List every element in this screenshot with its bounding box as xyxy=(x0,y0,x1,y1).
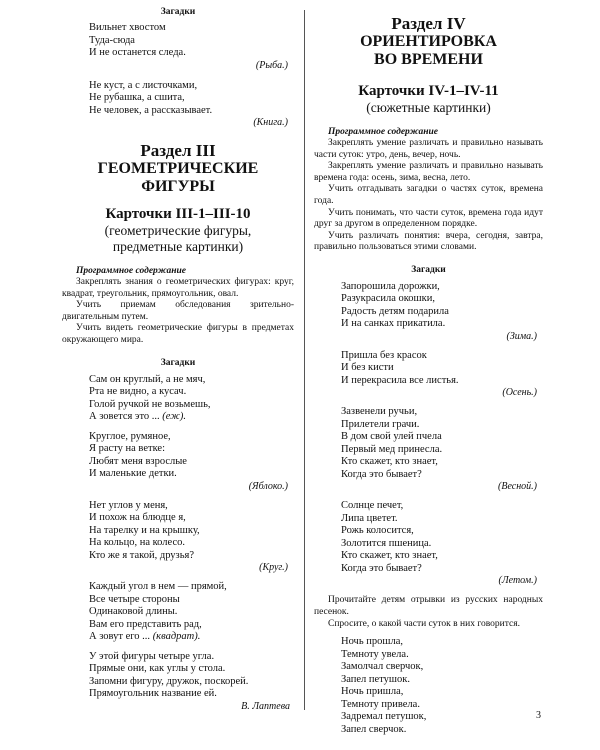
program-paragraph: Учить видеть геометрические фигуры в предметах окружающего мира. xyxy=(62,323,294,345)
verse-line: Солнце печет, xyxy=(341,500,404,512)
closing-paragraph: Прочитайте детям отрывки из русских народных песенок. xyxy=(314,595,543,618)
verse-line: Липа цветет. xyxy=(341,512,398,524)
section-name: ВО ВРЕМЕНИ xyxy=(374,51,483,68)
program-heading: Программное содержание xyxy=(76,266,187,276)
verse-line: Каждый угол в нем — прямой, xyxy=(89,581,227,593)
riddle-answer: (Рыба.) xyxy=(255,59,288,71)
verse-line: Не куст, а с листочками, xyxy=(89,79,198,91)
riddle-answer: (Круг.) xyxy=(259,562,288,574)
program-paragraph: Закреплять умение различать и правильно называть времена года: осень, зима, весна, лето. xyxy=(314,161,543,183)
cards-title: Карточки IV-1–IV-11 xyxy=(358,83,499,99)
closing-block xyxy=(314,595,543,736)
verse-line: Нет углов у меня, xyxy=(89,499,168,511)
verse-line: И не останется следа. xyxy=(89,47,186,58)
program-paragraph: Учить различать понятия: вчера, сегодня, завтра, правильно пользоваться этими словами. xyxy=(314,230,543,253)
verse-line: Одинаковой длины. xyxy=(89,606,178,618)
verse-line: Прилетели грачи. xyxy=(341,418,420,430)
verse-line: Любят меня взрослые xyxy=(89,455,187,467)
verse-line: И похож на блюдце я, xyxy=(89,512,186,524)
verse-line: Первый мед принесла. xyxy=(341,443,443,455)
section-title: Раздел IV xyxy=(391,14,466,33)
riddle-verse xyxy=(62,80,294,130)
verse-line: Пришла без красок xyxy=(341,349,427,361)
verse-line: Я расту на ветке: xyxy=(89,443,165,455)
section-name: ФИГУРЫ xyxy=(141,178,215,195)
verse-line: Ночь прошла, xyxy=(341,636,403,648)
riddle-verse xyxy=(314,281,543,343)
verse-line: Не рубашка, а сшита, xyxy=(89,92,185,103)
verse-line: И маленькие детки. xyxy=(89,468,177,480)
verse-line: И перекрасила все листья. xyxy=(341,374,459,386)
section-header xyxy=(62,141,294,196)
verse-line: Туда-сюда xyxy=(89,34,135,46)
verse-line: Кто скажет, кто знает, xyxy=(341,550,438,562)
verse-line: Вам его представить рад, xyxy=(89,618,202,630)
verse-line: У этой фигуры четыре угла. xyxy=(89,650,215,662)
riddle-verse xyxy=(62,500,294,575)
verse-line: Голой ручкой не возьмешь, xyxy=(89,398,211,410)
program-paragraph: Учить отгадывать загадки о частях суток, времена года. xyxy=(314,184,543,206)
verse-line: Темноту привела. xyxy=(341,698,420,710)
poem-author: В. Лаптева xyxy=(241,700,290,712)
cards-subtitle: предметные картинки) xyxy=(112,239,244,254)
riddles-block xyxy=(314,264,543,588)
verse-line: Разукрасила окошки, xyxy=(341,293,435,305)
program-heading: Программное содержание xyxy=(328,127,439,137)
verse-line: Запел сверчок. xyxy=(341,723,407,735)
verse-text: А зовут его ... xyxy=(89,631,151,643)
riddle-verse xyxy=(314,350,543,400)
riddle-verse xyxy=(314,406,543,493)
song-verse xyxy=(314,636,543,736)
riddle-answer: (Летом.) xyxy=(498,575,537,587)
section-name: ОРИЕНТИРОВКА xyxy=(360,33,497,50)
riddle-answer: (Яблоко.) xyxy=(248,480,288,492)
verse-line: Темноту увела. xyxy=(341,648,409,660)
riddles-heading: Загадки xyxy=(160,357,196,368)
riddle-answer: (Книга.) xyxy=(253,117,288,128)
verse-line: Рта не видно, а кусач. xyxy=(89,386,187,398)
riddle-answer: (Осень.) xyxy=(502,387,537,399)
closing-paragraph: Спросите, о какой части суток в них говорится. xyxy=(328,618,520,629)
verse-line xyxy=(89,411,294,424)
program-paragraph: Учить приемам обследования зрительно-двигательным путем. xyxy=(62,300,294,322)
left-column xyxy=(62,0,294,713)
verse-line: И без кисти xyxy=(341,362,394,374)
verse-line: Радость детям подарила xyxy=(341,305,449,317)
cards-header xyxy=(314,82,543,116)
page-number: 3 xyxy=(536,710,541,721)
riddle-verse xyxy=(314,500,543,587)
verse-line: Запорошила дорожки, xyxy=(341,280,440,292)
verse-line: Когда это бывает? xyxy=(341,468,422,480)
verse-line: Сам он круглый, а не мяч, xyxy=(89,373,206,385)
verse-line: Когда это бывает? xyxy=(341,562,422,574)
cards-header xyxy=(62,205,294,255)
verse-line: Золотится пшеница. xyxy=(341,537,432,549)
program-paragraph: Закреплять умение различать и правильно называть части суток: утро, день, вечер, ночь. xyxy=(314,138,543,160)
verse-line: И на санках прикатила. xyxy=(341,318,446,330)
verse-line: В дом свой улей пчела xyxy=(341,431,442,443)
riddle-answer: (квадрат). xyxy=(152,631,201,643)
verse-line xyxy=(89,631,294,644)
riddle-answer: (Зима.) xyxy=(506,330,537,342)
riddle-verse xyxy=(62,431,294,493)
riddle-verse xyxy=(62,374,294,424)
verse-line: Задремал петушок, xyxy=(341,711,427,723)
program-paragraph: Закреплять знания о геометрических фигурах: круг, квадрат, треугольник, прямоугольник, овал. xyxy=(62,277,294,299)
riddles-heading: Загадки xyxy=(411,264,446,275)
verse-line: Замолчал сверчок, xyxy=(341,661,424,673)
verse-line: На тарелку и на крышку, xyxy=(89,524,200,536)
riddle-verse xyxy=(62,581,294,644)
verse-line: Зазвенели ручьи, xyxy=(341,406,418,418)
cards-subtitle: (геометрические фигуры, xyxy=(104,223,252,238)
verse-line: Запел петушок. xyxy=(341,673,410,685)
verse-line: Ночь пришла, xyxy=(341,686,404,698)
section-title: Раздел III xyxy=(140,141,216,160)
cards-title: Карточки III-1–III-10 xyxy=(105,206,251,222)
verse-line: Не человек, а рассказывает. xyxy=(89,104,213,116)
right-column xyxy=(314,0,543,736)
verse-line: Вильнет хвостом xyxy=(89,22,166,33)
verse-line: Прямоугольник название ей. xyxy=(89,688,217,700)
verse-line: Запомни фигуру, дружок, поскорей. xyxy=(89,675,249,687)
program-paragraph: Учить понимать, что части суток, времена года идут друг за другом в определенном порядке. xyxy=(314,207,543,230)
column-divider xyxy=(304,10,305,710)
verse-line: Кто скажет, кто знает, xyxy=(341,456,438,468)
riddle-answer: (еж). xyxy=(162,411,187,423)
verse-line: На кольцо, на колесо. xyxy=(89,537,185,549)
poem-verse xyxy=(62,651,294,713)
verse-text: А зовется это ... xyxy=(89,411,160,423)
verse-line: Круглое, румяное, xyxy=(89,430,171,442)
program-block xyxy=(62,265,294,347)
section-name: ГЕОМЕТРИЧЕСКИЕ xyxy=(97,160,259,177)
verse-line: Прямые они, как углы у стола. xyxy=(89,663,226,675)
riddle-answer: (Весной.) xyxy=(498,481,537,493)
section-header xyxy=(314,14,543,69)
verse-line: Рожь колосится, xyxy=(341,525,414,537)
riddles-block-1 xyxy=(62,6,294,129)
riddles-heading: Загадки xyxy=(160,7,196,17)
verse-line: Все четыре стороны xyxy=(89,593,180,605)
cards-subtitle: (сюжетные картинки) xyxy=(366,100,491,115)
program-block xyxy=(314,126,543,254)
riddle-verse xyxy=(62,22,294,72)
verse-line: Кто же я такой, друзья? xyxy=(89,549,194,561)
riddles-block-2 xyxy=(62,357,294,713)
